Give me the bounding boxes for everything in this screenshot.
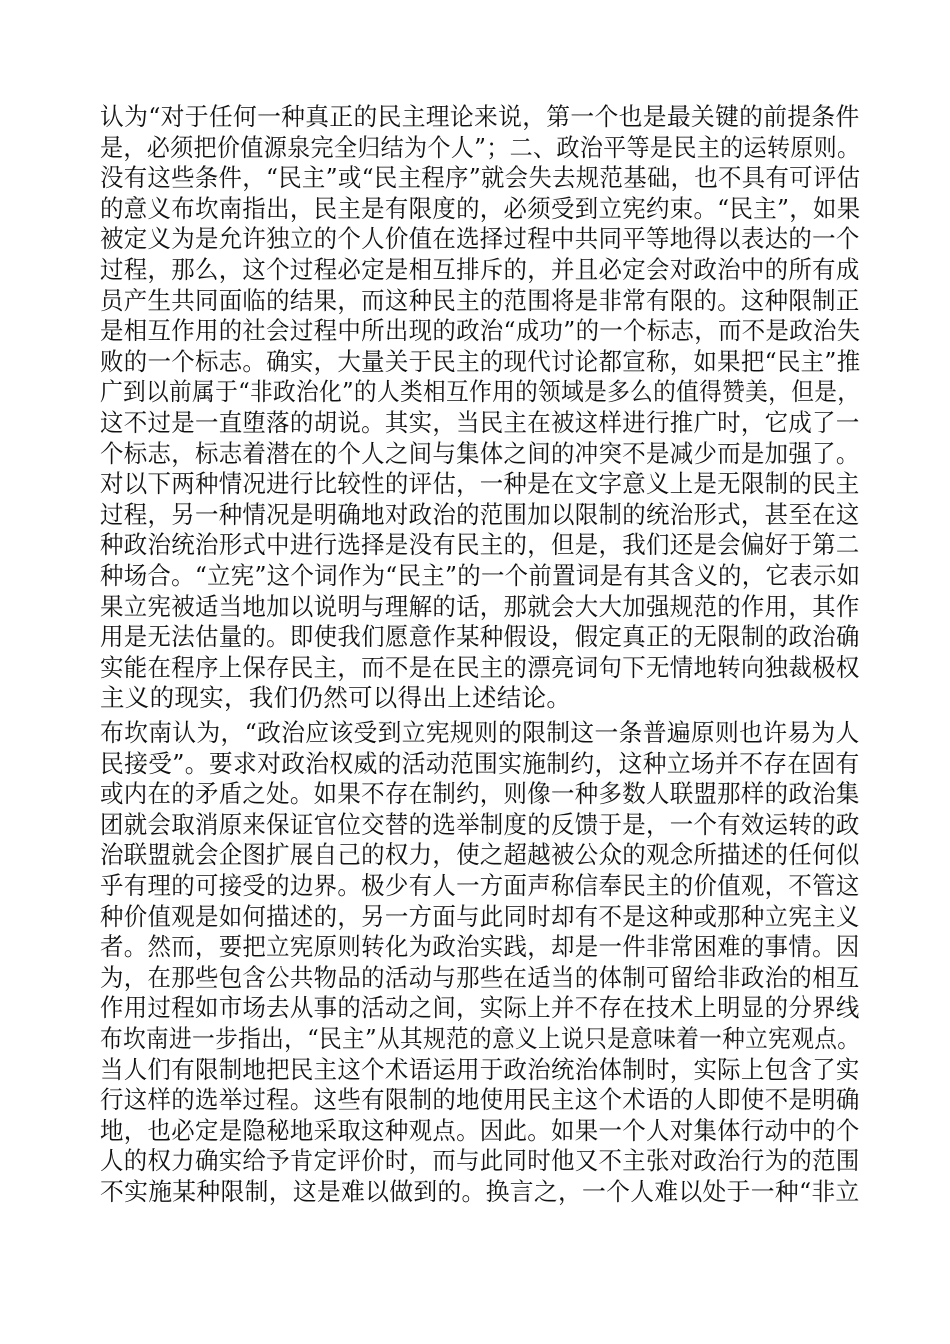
text-line: 实能在程序上保存民主，而不是在民主的漂亮词句下无情地转向独裁极权 bbox=[100, 652, 860, 682]
text-line: 或内在的矛盾之处。如果不存在制约，则像一种多数人联盟那样的政治集 bbox=[100, 779, 860, 809]
text-line: 种政治统治形式中进行选择是没有民主的，但是，我们还是会偏好于第二 bbox=[100, 530, 860, 560]
text-line: 认为“对于任何一种真正的民主理论来说，第一个也是最关键的前提条件 bbox=[100, 102, 860, 131]
text-line: 地，也必定是隐秘地采取这种观点。因此。如果一个人对集体行动中的个 bbox=[100, 1115, 860, 1145]
text-line: 当人们有限制地把民主这个术语运用于政治统治体制时，实际上包含了实 bbox=[100, 1054, 860, 1084]
text-line: 广到以前属于“非政治化”的人类相互作用的领域是多么的值得赞美，但是， bbox=[100, 377, 861, 407]
text-line: 主义的现实，我们仍然可以得出上述结论。 bbox=[100, 683, 572, 713]
text-line: 果立宪被适当地加以说明与理解的话，那就会大大加强规范的作用，其作 bbox=[100, 591, 860, 621]
text-line: 乎有理的可接受的边界。极少有人一方面声称信奉民主的价值观，不管这 bbox=[100, 870, 860, 900]
text-line: 员产生共同面临的结果，而这种民主的范围将是非常有限的。这种限制正 bbox=[100, 285, 860, 315]
text-line: 种价值观是如何描述的，另一方面与此同时却有不是这种或那种立宪主义 bbox=[100, 901, 860, 931]
text-line: 治联盟就会企图扩展自己的权力，使之超越被公众的观念所描述的任何似 bbox=[100, 840, 860, 870]
text-line: 者。然而，要把立宪原则转化为政治实践，却是一件非常困难的事情。因 bbox=[100, 932, 860, 962]
text-line: 过程，那么，这个过程必定是相互排斥的，并且必定会对政治中的所有成 bbox=[100, 254, 860, 284]
text-line: 过程，另一种情况是明确地对政治的范围加以限制的统治形式，甚至在这 bbox=[100, 499, 860, 529]
paragraph-2 bbox=[100, 718, 860, 1208]
text-line: 团就会取消原来保证官位交替的选举制度的反馈于是，一个有效运转的政 bbox=[100, 809, 860, 839]
text-line: 对以下两种情况进行比较性的评估，一种是在文字意义上是无限制的民主 bbox=[100, 469, 860, 499]
text-line: 个标志，标志着潜在的个人之间与集体之间的冲突不是减少而是加强了。 bbox=[100, 438, 860, 468]
text-line: 人的权力确实给予肯定评价时，而与此同时他又不主张对政治行为的范围 bbox=[100, 1146, 860, 1176]
paragraph-1 bbox=[100, 102, 860, 714]
text-line: 民接受”。要求对政治权威的活动范围实施制约，这种立场并不存在固有 bbox=[100, 748, 860, 778]
text-line: 被定义为是允许独立的个人价值在选择过程中共同平等地得以表达的一个 bbox=[100, 224, 860, 254]
text-line: 作用过程如市场去从事的活动之间，实际上并不存在技术上明显的分界线 bbox=[100, 993, 860, 1023]
text-line: 没有这些条件，“民主”或“民主程序”就会失去规范基础，也不具有可评估 bbox=[100, 163, 861, 193]
text-line: 是，必须把价值源泉完全归结为个人”；二、政治平等是民主的运转原则。 bbox=[100, 132, 861, 162]
text-line: 的意义布坎南指出，民主是有限度的，必须受到立宪约束。“民主”，如果 bbox=[100, 193, 861, 223]
text-line: 行这样的选举过程。这些有限制的地使用民主这个术语的人即使不是明确 bbox=[100, 1085, 860, 1115]
text-line: 布坎南认为，“政治应该受到立宪规则的限制这一条普遍原则也许易为人 bbox=[100, 718, 860, 747]
text-line: 为，在那些包含公共物品的活动与那些在适当的体制可留给非政治的相互 bbox=[100, 962, 860, 992]
text-line: 用是无法估量的。即使我们愿意作某种假设，假定真正的无限制的政治确 bbox=[100, 622, 860, 652]
text-line: 布坎南进一步指出，“民主”从其规范的意义上说只是意味着一种立宪观点。 bbox=[100, 1023, 861, 1053]
text-line: 种场合。“立宪”这个词作为“民主”的一个前置词是有其含义的，它表示如 bbox=[100, 560, 861, 590]
text-line: 败的一个标志。确实，大量关于民主的现代讨论都宣称，如果把“民主”推 bbox=[100, 346, 861, 376]
text-line: 不实施某种限制，这是难以做到的。换言之，一个人难以处于一种“非立 bbox=[100, 1176, 860, 1206]
text-line: 这不过是一直堕落的胡说。其实，当民主在被这样进行推广时，它成了一 bbox=[100, 407, 860, 437]
text-line: 是相互作用的社会过程中所出现的政治“成功”的一个标志，而不是政治失 bbox=[100, 316, 861, 346]
